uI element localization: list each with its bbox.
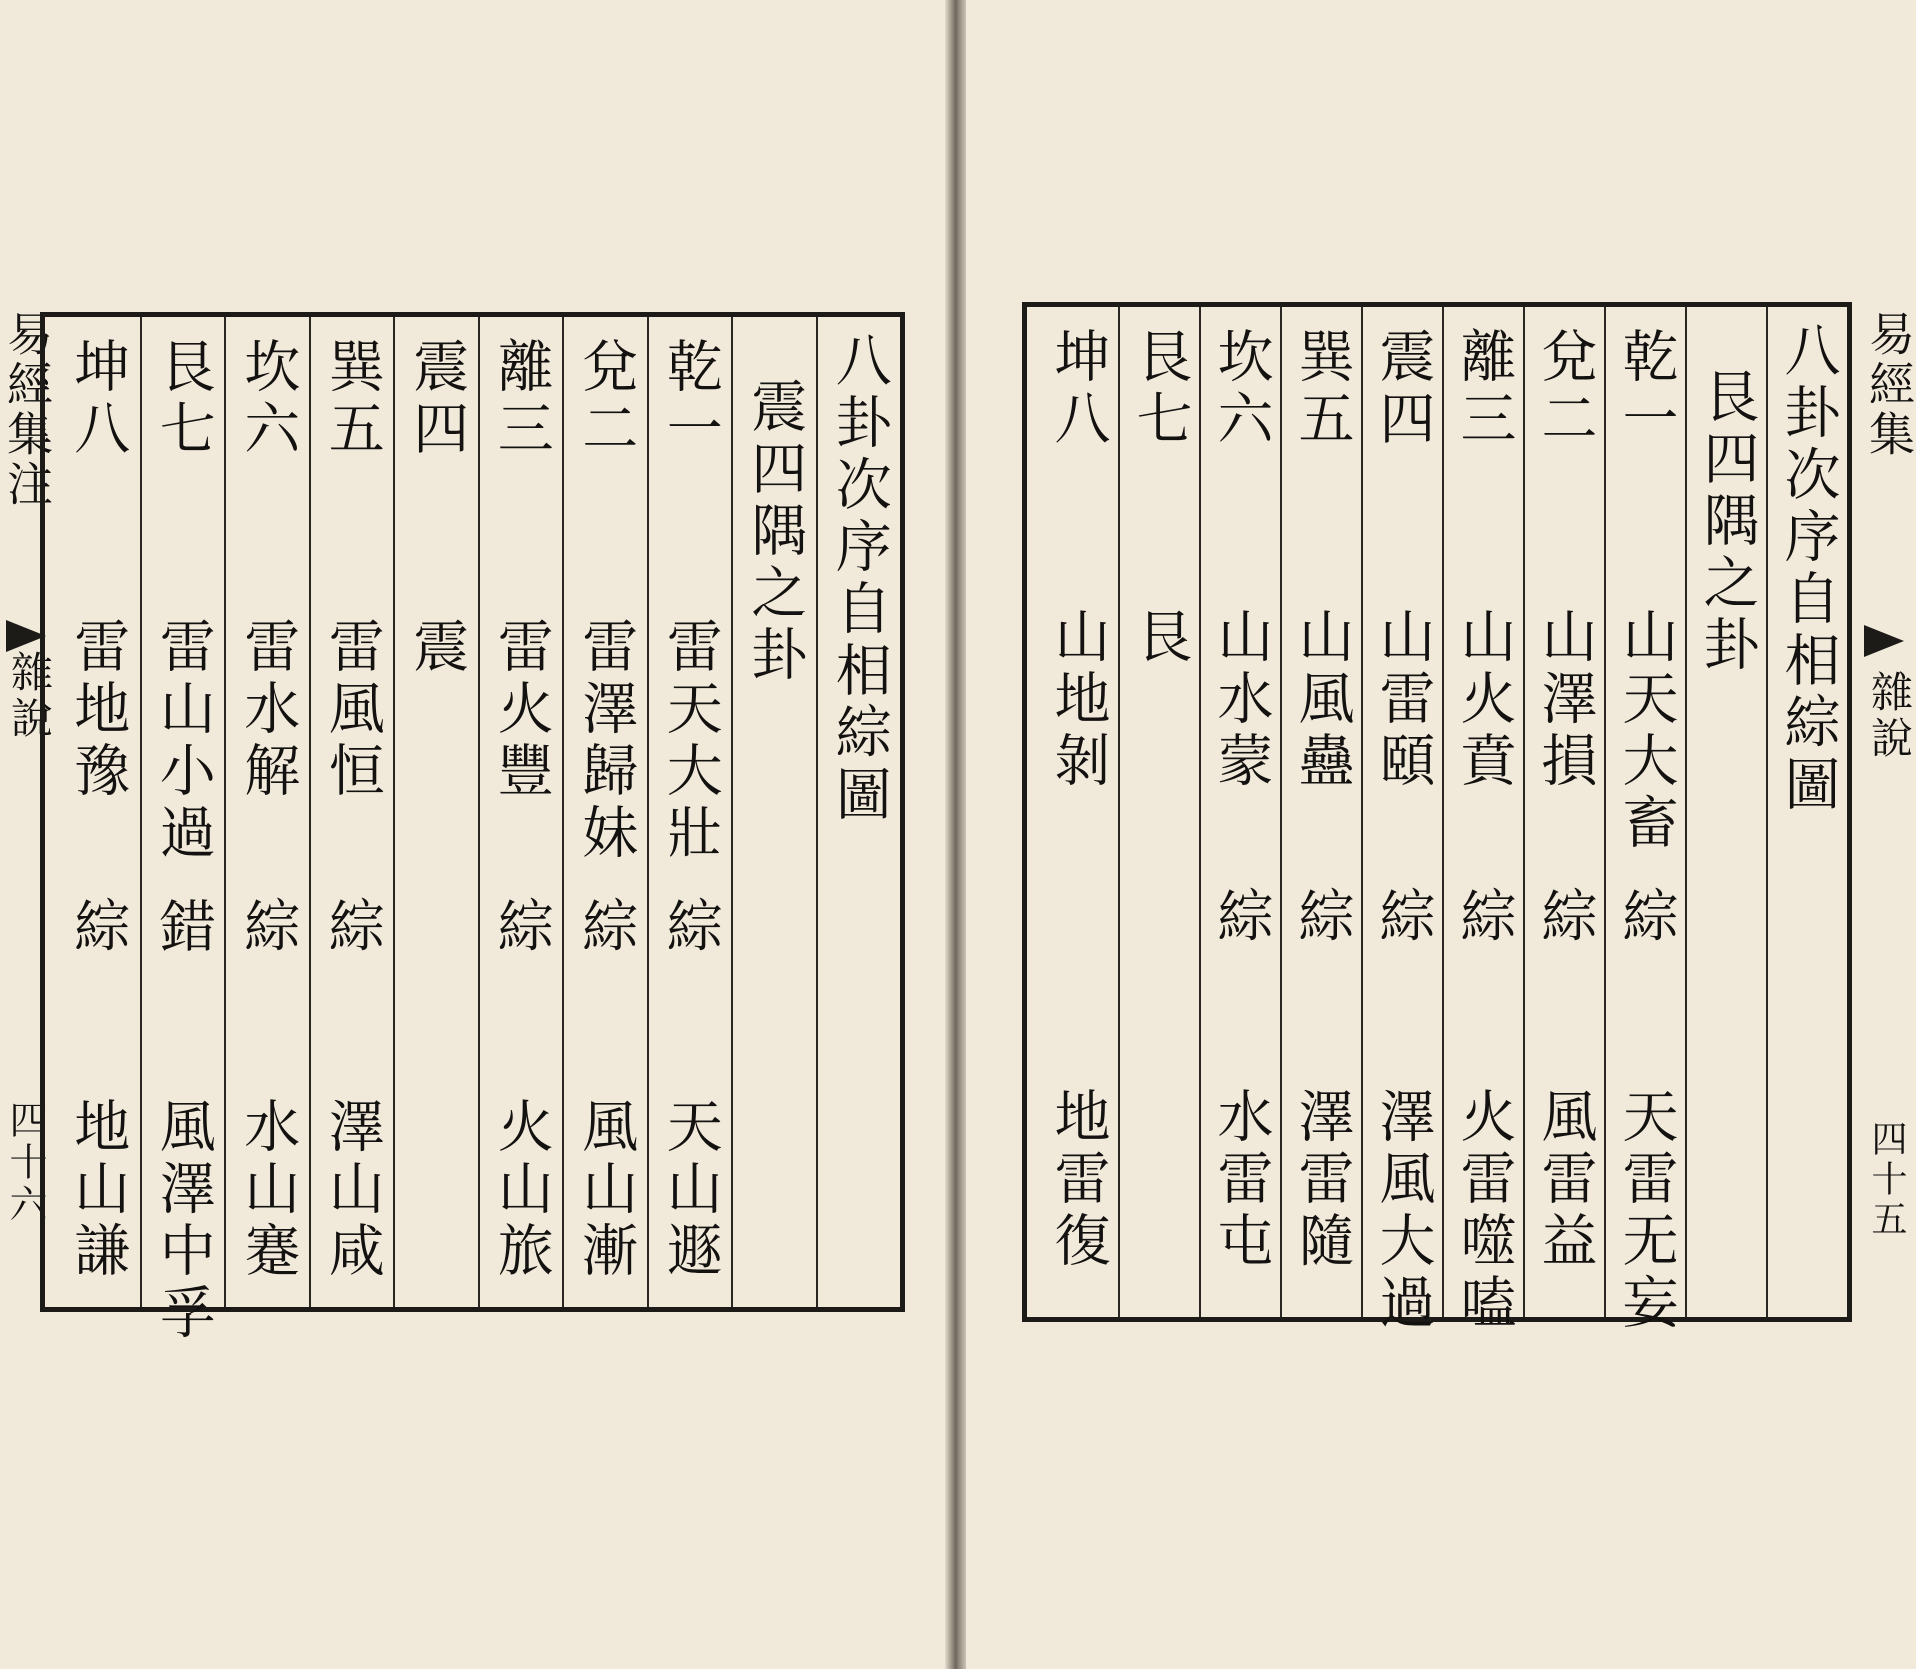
hexagram-name: 雷風恒 [319,617,385,803]
right-margin-title: 易經集 [1862,310,1916,460]
left-margin-title: 易經集注 [0,310,54,510]
paired-hexagram: 澤風大過 [1370,1087,1436,1335]
trigram-column [562,317,647,1307]
trigram-label: 艮七 [150,337,216,461]
paired-hexagram: 風雷益 [1532,1087,1598,1273]
chart-title: 八卦次序自相綜圖 [826,331,892,827]
right-margin-section: 雜說 [1865,670,1914,762]
hexagram-name: 艮 [1127,607,1193,669]
paired-hexagram: 火山旅 [488,1097,554,1283]
chart-subtitle: 艮四隅之卦 [1694,367,1760,677]
trigram-label: 巽五 [1289,327,1355,451]
trigram-label: 乾一 [657,337,723,461]
paired-hexagram: 風山漸 [573,1097,639,1283]
chart-subtitle-column [1685,307,1766,1317]
trigram-column [309,317,394,1307]
hexagram-name: 山水蒙 [1208,607,1274,793]
trigram-label: 艮七 [1127,327,1193,451]
trigram-column [1523,307,1604,1317]
relation-mark: 綜 [488,897,554,959]
relation-mark: 綜 [1289,887,1355,949]
chart-subtitle: 震四隅之卦 [742,377,808,687]
hexagram-name: 雷天大壯 [657,617,723,865]
trigram-label: 震四 [404,337,470,461]
trigram-label: 離三 [1451,327,1517,451]
right-page [966,0,1916,1669]
trigram-label: 乾一 [1613,327,1679,451]
trigram-column [1118,307,1199,1317]
relation-mark: 綜 [65,897,131,959]
trigram-column [224,317,309,1307]
trigram-label: 坎六 [235,337,301,461]
trigram-column [1037,307,1118,1317]
paired-hexagram: 天山遯 [657,1097,723,1283]
paired-hexagram: 火雷噬嗑 [1451,1087,1517,1335]
trigram-column [1199,307,1280,1317]
paired-hexagram: 風澤中孚 [150,1097,216,1345]
hexagram-name: 山風蠱 [1289,607,1355,793]
hexagram-name: 雷火豐 [488,617,554,803]
relation-mark: 綜 [1613,887,1679,949]
hexagram-name: 山雷頤 [1370,607,1436,793]
relation-mark: 綜 [319,897,385,959]
relation-mark: 綜 [1370,887,1436,949]
trigram-column [1361,307,1442,1335]
trigram-label: 坤八 [1045,327,1111,451]
relation-mark: 綜 [235,897,301,959]
trigram-column [55,317,140,1307]
trigram-column [1280,307,1361,1317]
trigram-column [647,317,732,1307]
chart-title-column [1766,307,1847,1317]
trigram-label: 巽五 [319,337,385,461]
relation-mark: 綜 [1532,887,1598,949]
trigram-label: 離三 [488,337,554,461]
relation-mark: 綜 [657,897,723,959]
hexagram-name: 震 [404,617,470,679]
hexagram-name: 山天大畜 [1613,607,1679,855]
trigram-label: 震四 [1370,327,1436,451]
right-frame [1022,302,1852,1335]
hexagram-name: 雷水解 [235,617,301,803]
paired-hexagram: 天雷无妄 [1613,1087,1679,1335]
hexagram-name: 山澤損 [1532,607,1598,793]
trigram-label: 坎六 [1208,327,1274,451]
fish-tail-mark [1864,625,1904,657]
paired-hexagram: 地雷復 [1045,1087,1111,1273]
paired-hexagram: 水雷屯 [1208,1087,1274,1273]
paired-hexagram: 澤山咸 [319,1097,385,1283]
chart-title: 八卦次序自相綜圖 [1775,321,1841,817]
paired-hexagram: 水山蹇 [235,1097,301,1283]
trigram-column [1604,307,1685,1335]
left-margin-section: 雜說 [5,650,54,742]
trigram-label: 兌二 [1532,327,1598,451]
chart-subtitle-column [731,317,816,1307]
hexagram-name: 山地剝 [1045,607,1111,793]
chart-title-column [816,317,901,1307]
relation-mark: 綜 [573,897,639,959]
trigram-column [478,317,563,1307]
right-margin-folio: 四十五 [1866,1120,1907,1240]
trigram-column [393,317,478,1307]
left-margin-folio: 四十六 [3,1100,47,1226]
relation-mark: 錯 [150,897,216,959]
trigram-column [140,317,225,1345]
trigram-column [1442,307,1523,1335]
trigram-label: 坤八 [65,337,131,461]
left-page [0,0,950,1669]
left-frame [40,312,905,1345]
hexagram-name: 雷山小過 [150,617,216,865]
hexagram-name: 雷澤歸妹 [573,617,639,865]
paired-hexagram: 地山謙 [65,1097,131,1283]
hexagram-name: 雷地豫 [65,617,131,803]
hexagram-name: 山火賁 [1451,607,1517,793]
paired-hexagram: 澤雷隨 [1289,1087,1355,1273]
relation-mark: 綜 [1451,887,1517,949]
relation-mark: 綜 [1208,887,1274,949]
trigram-label: 兌二 [573,337,639,461]
